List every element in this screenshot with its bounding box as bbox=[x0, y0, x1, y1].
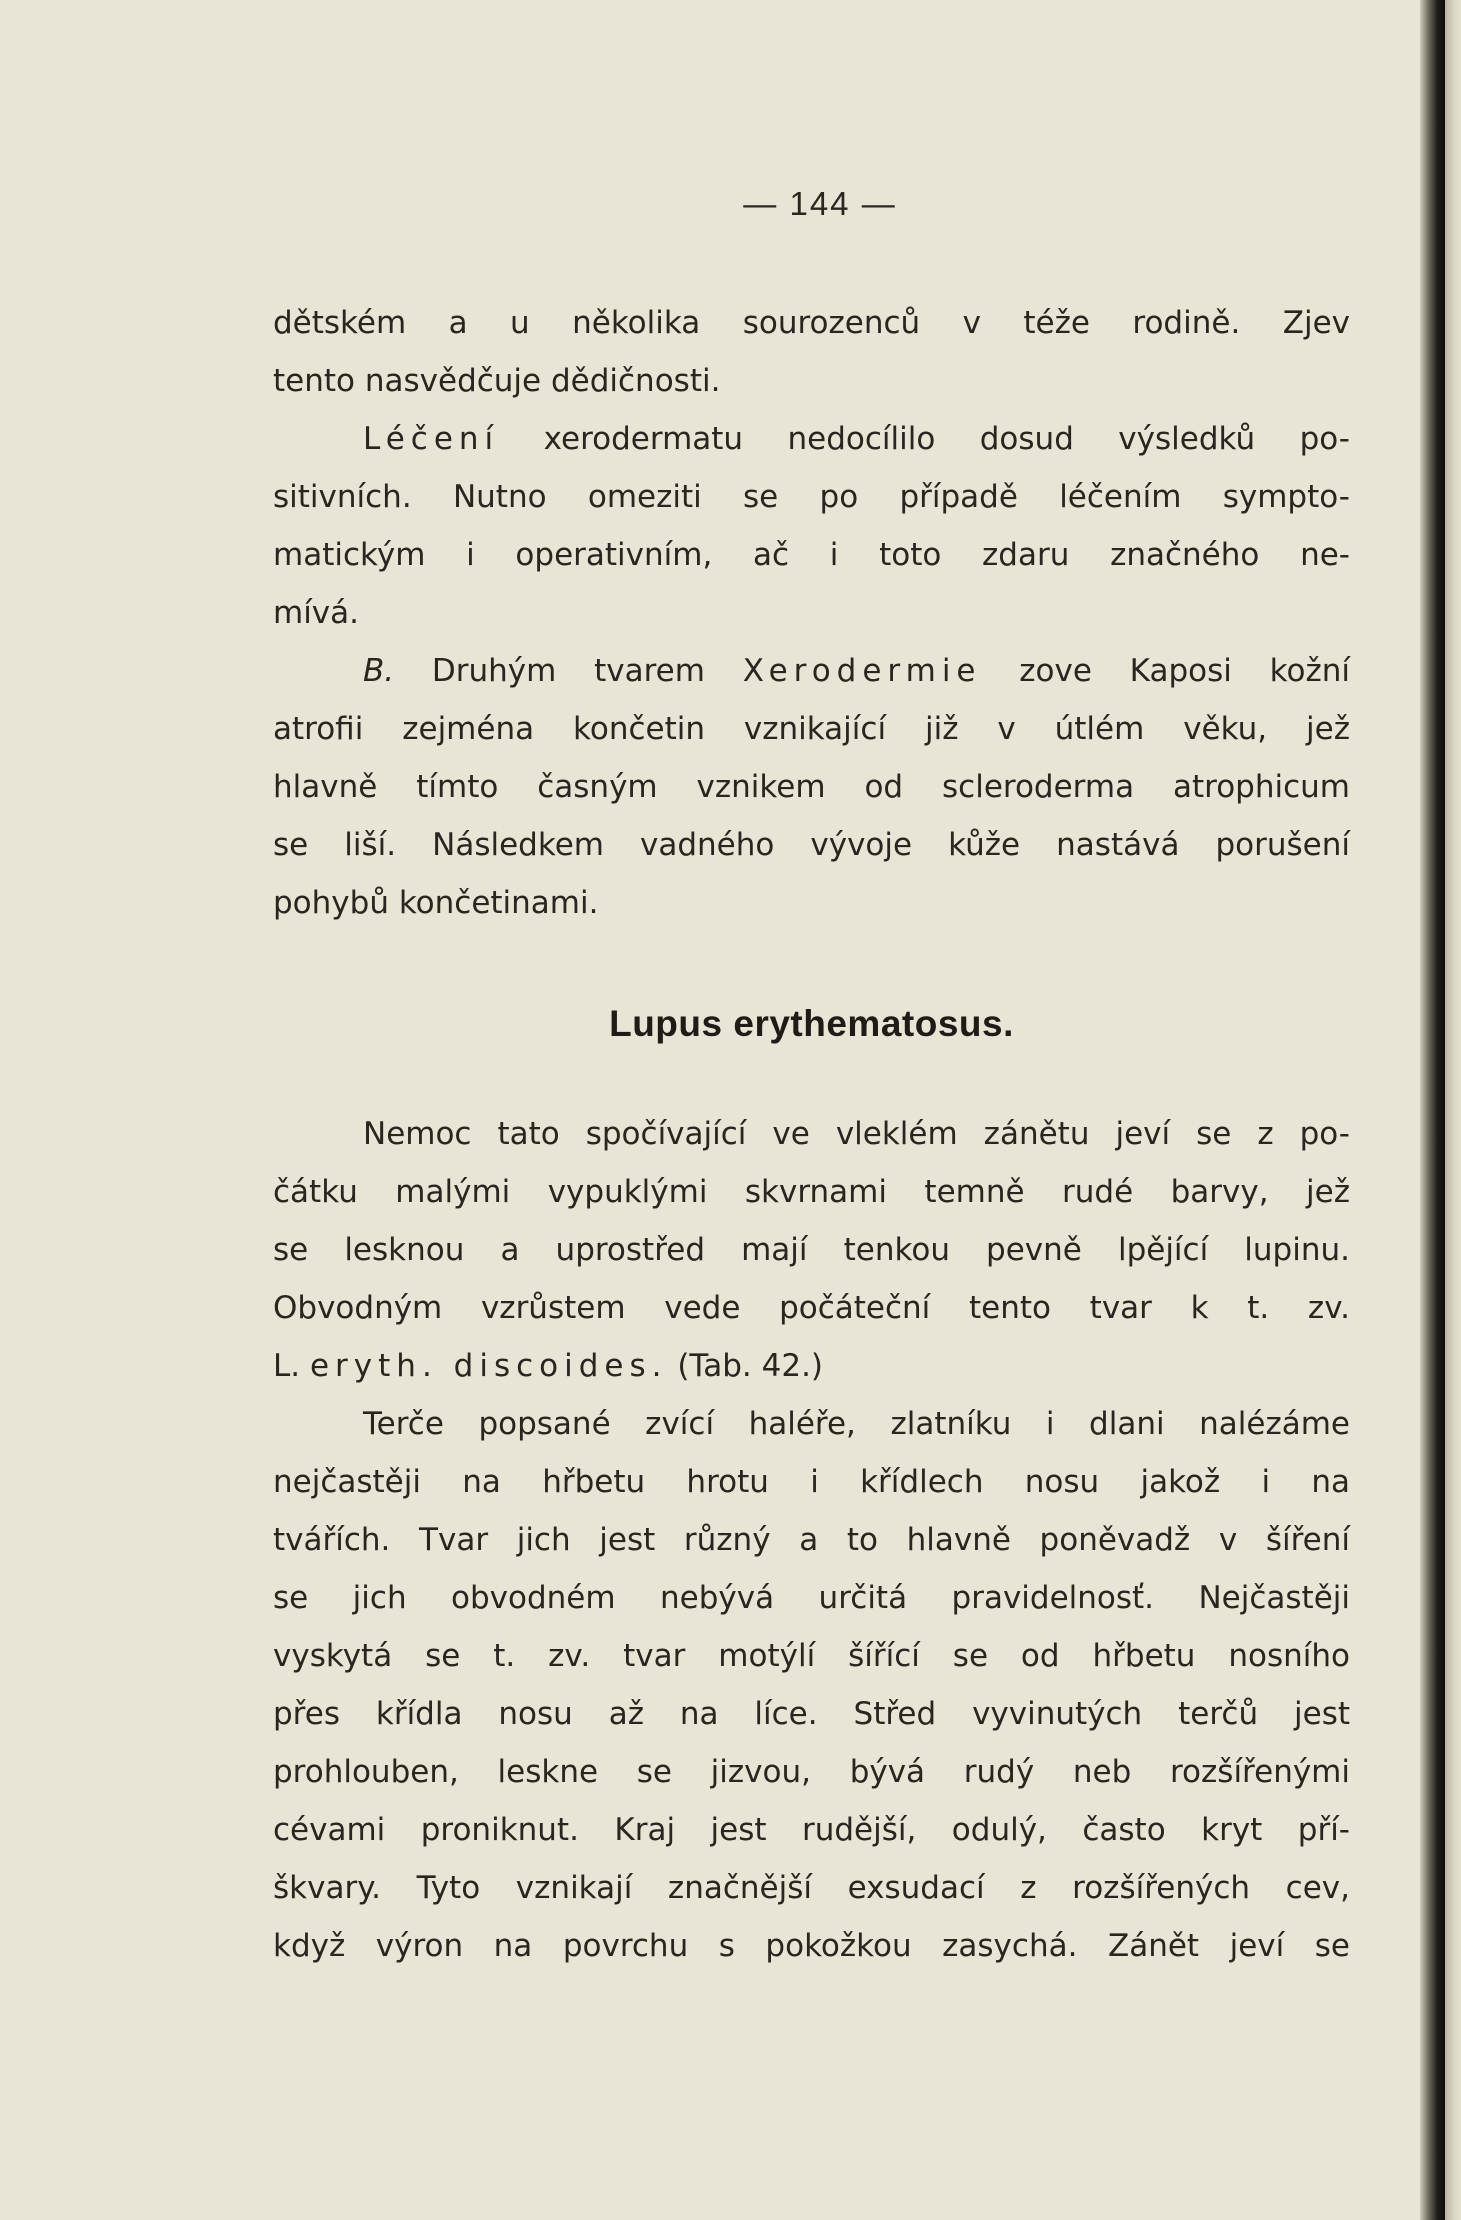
paragraph-line bbox=[273, 1337, 1350, 1395]
paragraph-line: matickým i operativním, ač i toto zdaru značného ne- bbox=[273, 537, 1350, 573]
spaced-term: Léčení bbox=[363, 421, 500, 457]
section-heading: Lupus erythematosus. bbox=[609, 1003, 1014, 1044]
book-spine-shadow bbox=[1420, 0, 1445, 2220]
paragraph-line: pohybů končetinami. bbox=[273, 885, 599, 921]
list-letter: B. bbox=[363, 653, 395, 689]
paragraph-line: hlavně tímto časným vznikem od scleroderma atrophicum bbox=[273, 769, 1350, 805]
paragraph-line: tento nasvědčuje dědičnosti. bbox=[273, 363, 721, 399]
spaced-term: eryth. discoides. bbox=[309, 1348, 668, 1384]
paragraph-line: Nemoc tato spočívající ve vleklém zánětu jeví se z po- bbox=[363, 1116, 1350, 1152]
line-text: L. bbox=[273, 1348, 310, 1384]
paragraph-line: čátku malými vypuklými skvrnami temně rudé barvy, jež bbox=[273, 1174, 1350, 1210]
page-number: — 144 — bbox=[743, 185, 897, 222]
paragraph-line: když výron na povrchu s pokožkou zasychá. Zánět jeví se bbox=[273, 1928, 1350, 1964]
paragraph-line: atrofii zejména končetin vznikající již v útlém věku, jež bbox=[273, 711, 1350, 747]
paragraph-line: se liší. Následkem vadného vývoje kůže nastává porušení bbox=[273, 827, 1350, 863]
spaced-term: Xerodermie bbox=[742, 653, 982, 689]
paragraph-line: prohlouben, leskne se jizvou, bývá rudý neb rozšířenými bbox=[273, 1754, 1350, 1790]
paragraph-line: nejčastěji na hřbetu hrotu i křídlech nosu jakož i na bbox=[273, 1464, 1350, 1500]
paragraph-line: dětském a u několika sourozenců v téže rodině. Zjev bbox=[273, 305, 1350, 341]
line-text: zove Kaposi kožní bbox=[981, 653, 1350, 689]
line-text: (Tab. 42.) bbox=[667, 1348, 824, 1384]
paragraph-line: přes křídla nosu až na líce. Střed vyvinutých terčů jest bbox=[273, 1696, 1350, 1732]
line-text: Druhým tvarem bbox=[394, 653, 743, 689]
page-edge bbox=[1445, 0, 1461, 2220]
paragraph-line: škvary. Tyto vznikají značnější exsudací z rozšířených cev, bbox=[273, 1870, 1350, 1906]
paragraph-line: se jich obvodném nebývá určitá pravidelnosť. Nejčastěji bbox=[273, 1580, 1350, 1616]
paragraph-line: tvářích. Tvar jich jest různý a to hlavně poněvadž v šíření bbox=[273, 1522, 1350, 1558]
paragraph-line: Obvodným vzrůstem vede počáteční tento tvar k t. zv. bbox=[273, 1290, 1350, 1326]
paragraph-line: mívá. bbox=[273, 595, 360, 631]
paragraph-line bbox=[273, 642, 1350, 700]
paragraph-line: cévami proniknut. Kraj jest rudější, odulý, často kryt pří- bbox=[273, 1812, 1350, 1848]
paragraph-line: Terče popsané zvící haléře, zlatníku i dlani nalézáme bbox=[363, 1406, 1350, 1442]
paragraph-line: sitivních. Nutno omeziti se po případě léčením sympto- bbox=[273, 479, 1350, 515]
paragraph-line: vyskytá se t. zv. tvar motýlí šířící se od hřbetu nosního bbox=[273, 1638, 1350, 1674]
paragraph-line: se lesknou a uprostřed mají tenkou pevně lpějící lupinu. bbox=[273, 1232, 1350, 1268]
line-text: xerodermatu nedocílilo dosud výsledků po- bbox=[499, 421, 1350, 457]
paragraph-line bbox=[273, 410, 1350, 468]
